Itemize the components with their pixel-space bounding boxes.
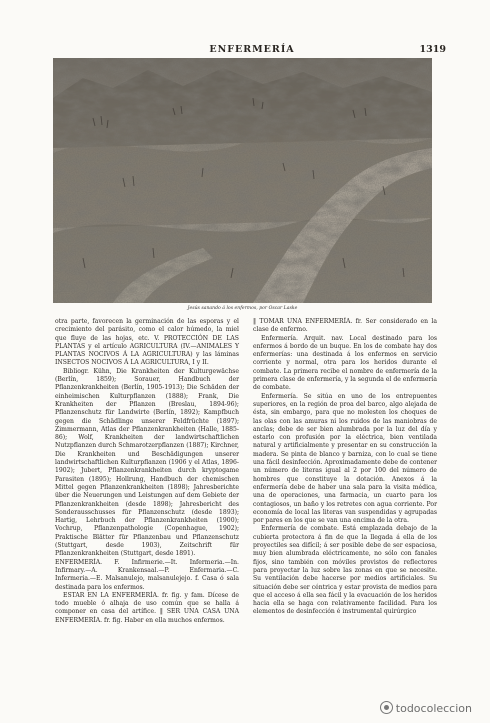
running-title: ENFERMERÍA <box>209 44 295 55</box>
paragraph: Enfermería. Se sitúa en uno de los entrepuentes superiores, en la región de proa del barco, algo alejada de ésta, sin embargo, para que no molesten los choques de las olas con las amuras ni los ruidos de las maniobras de anclas; debe de ser bien alumbrada por la luz del día y estarlo con profusión por la eléctrica, bien ventilada natural y artificialmente y presentar en su construcción la madera. Se pinta de blanco y barniza, con lo cual se tiene una fácil desinfección. Aproximadamente debe de contener un número de literas igual al 2 por 100 del número de hombres que constituye la dotación. Anexos á la enfermería debe de haber una sala para la visita médica, una de operaciones, una farmacia, un cuarto para los contagiosos, un baño y los retretes con agua corriente. Por economía de local las literas van suspendidas y agrupadas por pares en los que se van una encima de la otra. <box>253 392 437 525</box>
illustration-plate <box>53 58 432 303</box>
running-header <box>58 44 446 58</box>
paragraph: otra parte, favorecen la germinación de las esporas y el crecimiento del parásito, como el calor húmedo, la miel que fluye de las hojas, etc. V. PROTECCIÓN DE LAS PLANTAS y el artículo AGRICULTURA (IV.—ANIMALES Y PLANTAS NOCIVOS Á LA AGRICULTURA) y las láminas INSECTOS NOCIVOS Á LA AGRICULTURA, I y II. <box>55 318 239 367</box>
page-number: 1319 <box>419 44 446 55</box>
watermark-logo-icon <box>380 701 393 714</box>
right-text-column <box>253 318 437 617</box>
crowd-engraving-image <box>53 58 432 303</box>
plate-caption: Jesús sanando á los enfermos, por Oscar Laske <box>187 306 298 311</box>
paragraph: ‖ TOMAR UNA ENFERMERÍA. fr. Ser considerado en la clase de enfermo. <box>253 318 437 334</box>
paragraph: ESTAR EN LA ENFERMERÍA. fr. fig. y fam. Dícese de todo mueble ó alhaja de uso común que se halla á componer en casa del artífice. ‖ SER UNA CASA UNA ENFERMERÍA. fr. fig. Haber en ella muchos enfermos. <box>55 591 239 624</box>
paragraph: Enfermería de combate. Está emplazada debajo de la cubierta protectora á fin de que la llegada á ella de los proyectiles sea difícil; á ser posible debe de ser espaciosa, muy bien alumbrada eléctricamente, no sólo con fanales fijos, sino también con móviles provistos de reflectores para proyectar la luz sobre las zonas en que se necesite. Su ventilación debe hacerse por medios artificiales. Su situación debe ser céntrica y estar provista de medios para que el acceso á ella sea fácil y la evacuación de los heridos hacia ella se haga con relativamente facilidad. Para los elementos de desinfección é instrumental quirúrgico <box>253 525 437 616</box>
bibliography-paragraph: Bibliogr. Kühn, Die Krankheiten der Kulturgewächse (Berlín, 1859); Sorauer, Handbuch der Pflanzenkrankheiten (Berlín, 1905-1913); Die Schäden der einheimischen Kulturpflanzen (1888); Frank, Die Krankheiten der Pflanzen (Breslau, 1894-96); Pflanzenschutz für Landwirte (Berlín, 1892); Kampfbuch gegen die Schädlinge unserer Feldfrüchte (1897); Zimmermann, Atlas der Pflanzenkrankheiten (Halle, 1885-86); Wolf, Krankheiten der landwirtschaftlichen Nutzpflanzen durch Schmarotzerpflanzen (1887); Kirchner, Die Krankheiten und Beschädigungen unserer landwirtschaftlichen Kulturpflanzen (1906 y el Atlas, 1896-1902); Jubert, Pflanzenkrankheiten durch kryptogame Parasiten (1895); Hollrung, Handbuch der chemischen Mittel gegen Pflanzenkrankheiten (1898); Jahresberichte über die Neuerungen und Leistungen auf dem Gebiete der Pflanzenkrankheiten (desde 1898); Jahresbericht des Sonderausschusses für Pflanzenschutz (desde 1893); Hartig, Lehrbuch der Pflanzenkrankheiten (1900); Vochrup, Pflanzenpathologie (Copenhague, 1902); Praktische Blätter für Pflanzenbau und Pflanzenschutz (Stuttgart, desde 1903), Zeitschrift für Pflanzenkrankheiten (Stuttgart, desde 1891). <box>55 367 239 558</box>
entry-headword-paragraph: ENFERMERÍA. F. Infirmerie.—It. Infermeria.—In. Infirmary.—A. Krankensaal.—P. Enfermaria.—C. Infermeria.—E. Malsanulejo, malsanulejejo. f. Casa ó sala destinada para los enfermos. <box>55 558 239 591</box>
left-text-column <box>55 318 239 625</box>
watermark <box>380 701 472 715</box>
paragraph: Enfermería. Arquit. nav. Local destinado para los enfermos á bordo de un buque. En los de combate hay dos enfermerías: una destinada á los enfermos en servicio corriente y normal, otra para los heridos durante el combate. La primera recibe el nombre de enfermería de la primera clase de enfermería, y la segunda el de enfermería de combate. <box>253 334 437 392</box>
watermark-text: todocoleccion <box>395 702 472 715</box>
